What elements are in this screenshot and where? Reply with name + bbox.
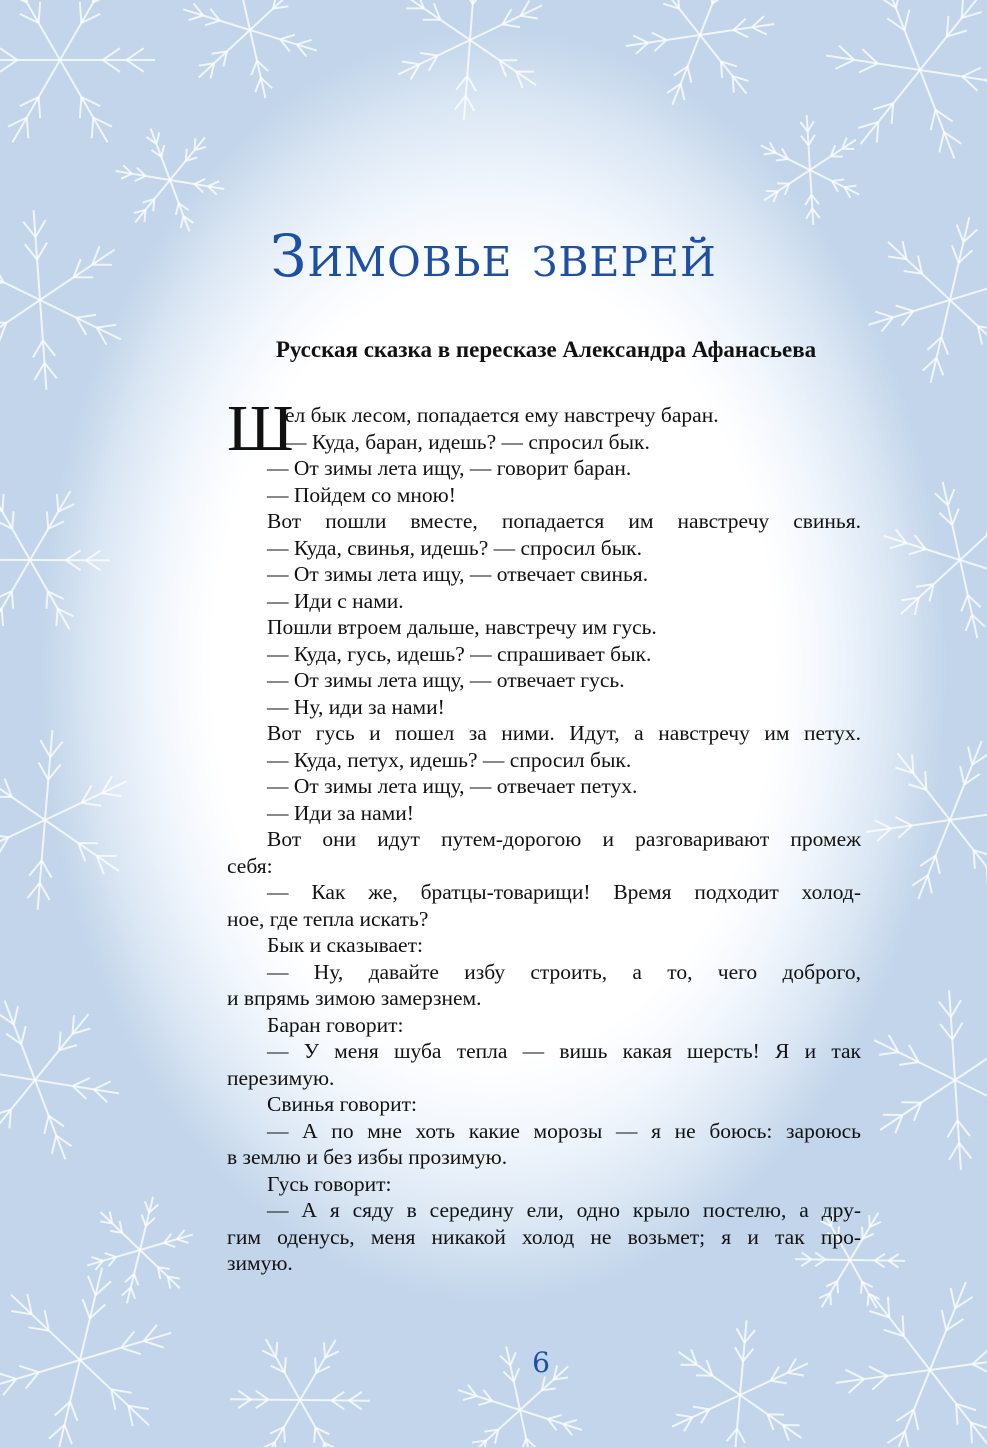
text-line: и впрямь зимою замерзнем.: [227, 986, 482, 1010]
text-line: Бык и сказывает:: [267, 933, 423, 957]
text-line: — Куда, петух, идешь? — спросил бык.: [267, 747, 632, 772]
text-line: Вот пошли вместе, попадается им навстречу свинья.: [267, 509, 861, 533]
text-line: Вот гусь и пошел за ними. Идут, а навстречу им петух.: [267, 721, 861, 745]
text-line: Свинья говорит:: [267, 1092, 417, 1116]
text-line: — От зимы лета ищу, — отвечает свинья.: [267, 562, 649, 586]
text-line: в землю и без избы прозимую.: [227, 1145, 508, 1169]
text-line: — Куда, свинья, идешь? — спросил бык.: [267, 535, 642, 560]
text-line: — У меня шуба тепла — вишь какая шерсть! Я и так: [267, 1039, 861, 1063]
text-line: зимую.: [227, 1251, 293, 1275]
text-line: — Ну, давайте избу строить, а то, чего доброго,: [267, 959, 861, 984]
story-text: [227, 402, 861, 1277]
text-line: — От зимы лета ищу, — говорит баран.: [267, 456, 632, 480]
text-line: — От зимы лета ищу, — отвечает гусь.: [267, 668, 625, 692]
text-line: — А по мне хоть какие морозы — я не боюсь: зароюсь: [267, 1118, 861, 1143]
text-line: себя:: [227, 853, 273, 878]
subtitle: Русская сказка в пересказе Александра Афанасьева: [275, 337, 817, 362]
text-line: Пошли втроем дальше, навстречу им гусь.: [267, 615, 657, 639]
text-line: — А я сяду в середину ели, одно крыло постелю, а дру-: [267, 1198, 861, 1222]
text-line: перезимую.: [227, 1065, 335, 1090]
text-line: Вот они идут путем-дорогою и разговаривают промеж: [267, 827, 861, 851]
text-line: Баран говорит:: [267, 1012, 404, 1037]
text-line: — Куда, гусь, идешь? — спрашивает бык.: [267, 641, 652, 666]
text-line: ное, где тепла искать?: [227, 906, 429, 931]
text-line: — Пойдем со мною!: [267, 482, 456, 507]
text-line: — Ну, иди за нами!: [267, 694, 445, 719]
text-line: ел бык лесом, попадается ему навстречу баран.: [285, 403, 719, 427]
text-line: — Как же, братцы-товарищи! Время подходит холод-: [267, 880, 861, 904]
text-line: Гусь говорит:: [267, 1171, 392, 1196]
text-line: — От зимы лета ищу, — отвечает петух.: [267, 774, 638, 798]
drop-cap: Ш: [227, 392, 294, 465]
text-line: — Иди с нами.: [267, 588, 404, 613]
text-line: гим оденусь, меня никакой холод не возьмет; я и так про-: [227, 1224, 861, 1249]
page-title: Зимовье зверей: [270, 222, 717, 290]
page-number: 6: [532, 1346, 550, 1379]
text-line: — Куда, баран, идешь? — спросил бык.: [285, 429, 650, 454]
text-line: — Иди за нами!: [267, 800, 414, 825]
